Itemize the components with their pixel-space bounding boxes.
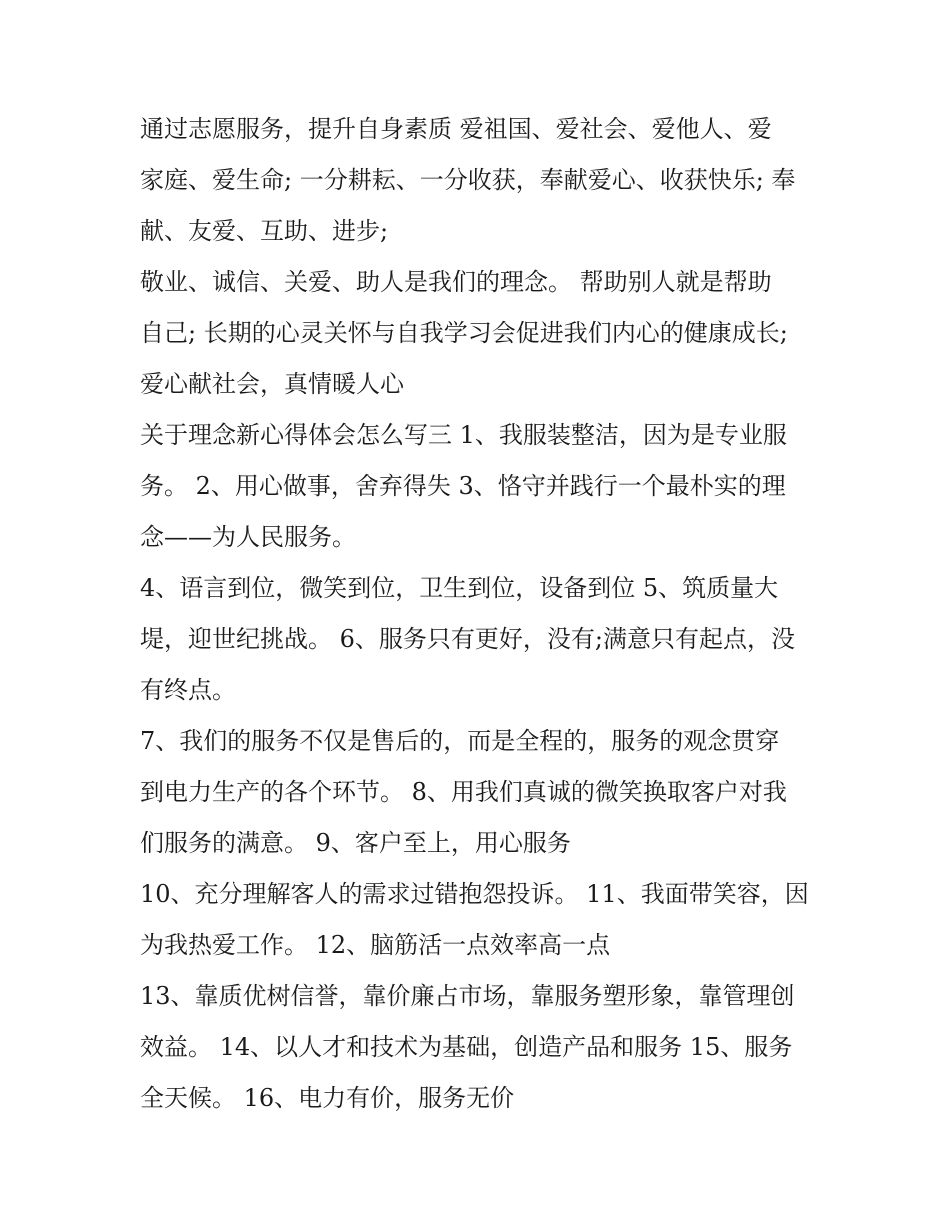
text-line: 有终点。 [140,676,236,704]
text-line: 通过志愿服务，提升自身素质 爱祖国、爱社会、爱他人、爱 [140,115,772,143]
document-body [140,104,812,1124]
text-line: 7、我们的服务不仅是售后的，而是全程的，服务的观念贯穿 [140,727,780,755]
text-line: 关于理念新心得体会怎么写三 1、我服装整洁，因为是专业服 [140,421,787,449]
text-line: 敬业、诚信、关爱、助人是我们的理念。 帮助别人就是帮助 [140,268,772,296]
text-line: 家庭、爱生命; 一分耕耘、一分收获，奉献爱心、收获快乐; 奉 [140,166,796,194]
text-line: 自己; 长期的心灵关怀与自我学习会促进我们内心的健康成长; [140,319,788,347]
text-line: 务。 2、用心做事，舍弃得失 3、恪守并践行一个最朴实的理 [140,472,786,500]
text-line: 堤，迎世纪挑战。 6、服务只有更好，没有;满意只有起点，没 [140,625,795,653]
text-line: 到电力生产的各个环节。 8、用我们真诚的微笑换取客户对我 [140,778,787,806]
text-line: 13、靠质优树信誉，靠价廉占市场，靠服务塑形象，靠管理创 [140,982,795,1010]
text-line: 效益。 14、以人才和技术为基础，创造产品和服务 15、服务 [140,1033,793,1061]
text-line: 4、语言到位，微笑到位，卫生到位，设备到位 5、筑质量大 [140,574,779,602]
text-line: 念——为人民服务。 [140,523,356,551]
text-line: 为我热爱工作。 12、脑筋活一点效率高一点 [140,931,611,959]
text-line: 献、友爱、互助、进步; [140,217,389,245]
text-line: 10、充分理解客人的需求过错抱怨投诉。 11、我面带笑容，因 [140,880,809,908]
text-line: 们服务的满意。 9、客户至上，用心服务 [140,829,571,857]
text-line: 爱心献社会，真情暖人心 [140,370,404,398]
text-line: 全天候。 16、电力有价，服务无价 [140,1084,515,1112]
